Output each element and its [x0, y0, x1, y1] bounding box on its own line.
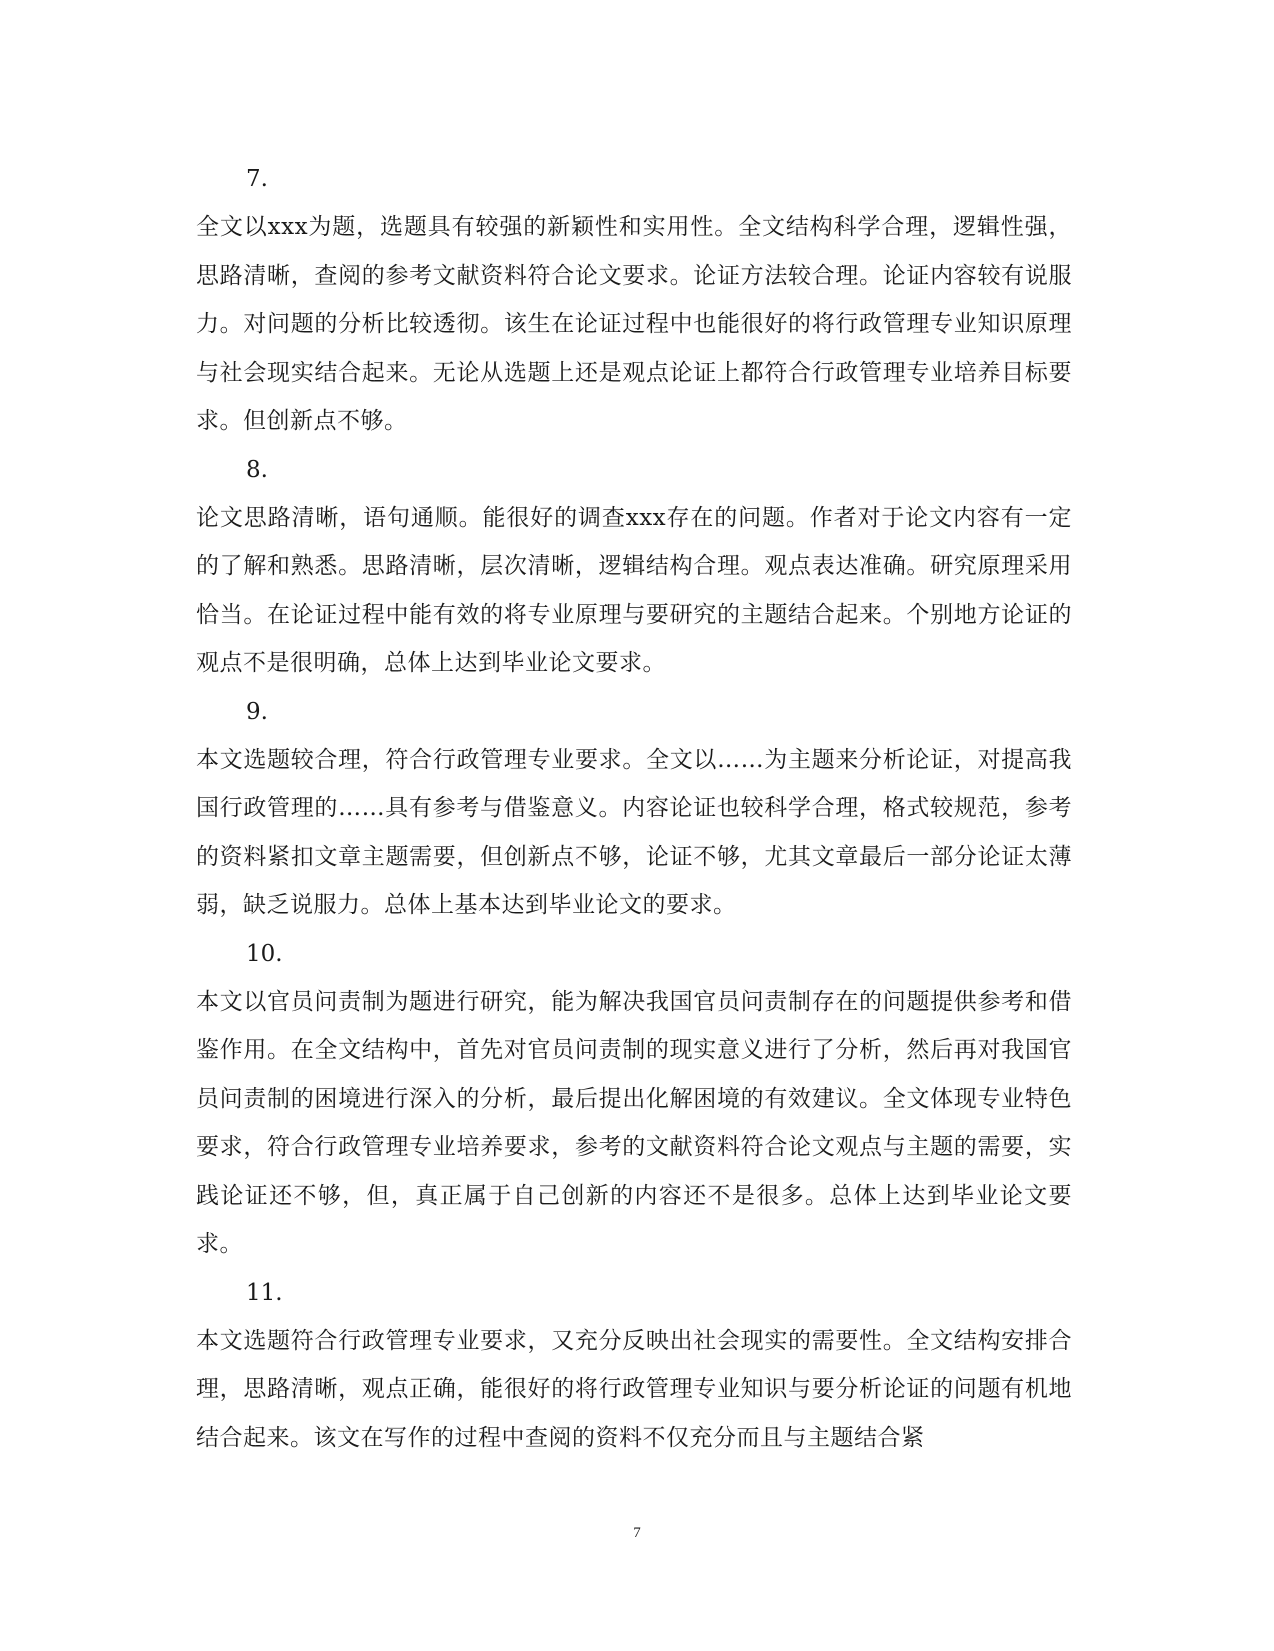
item-number-8: 8. — [246, 456, 268, 483]
item-number-9: 9. — [246, 698, 268, 725]
item-text-9: 本文选题较合理，符合行政管理专业要求。全文以……为主题来分析论证，对提高我国行政管理的……具有参考与借鉴意义。内容论证也较科学合理，格式较规范，参考的资料紧扣文章主题需要，但创新点不够，论证不够，尤其文章最后一部分论证太薄弱，缺乏说服力。总体上基本达到毕业论文的要求。 — [196, 746, 1072, 918]
item-text-10: 本文以官员问责制为题进行研究，能为解决我国官员问责制存在的问题提供参考和借鉴作用。在全文结构中，首先对官员问责制的现实意义进行了分析，然后再对我国官员问责制的困境进行深入的分析，最后提出化解困境的有效建议。全文体现专业特色要求，符合行政管理专业培养要求，参考的文献资料符合论文观点与主题的需要，实践论证还不够，但，真正属于自己创新的内容还不是很多。总体上达到毕业论文要求。 — [196, 988, 1072, 1257]
item-number-10: 10. — [246, 940, 283, 967]
item-number-11: 11. — [246, 1279, 283, 1306]
item-text-11: 本文选题符合行政管理专业要求，又充分反映出社会现实的需要性。全文结构安排合理，思路清晰，观点正确，能很好的将行政管理专业知识与要分析论证的问题有机地结合起来。该文在写作的过程中查阅的资料不仅充分而且与主题结合紧 — [196, 1327, 1072, 1451]
item-text-7: 全文以xxx为题，选题具有较强的新颖性和实用性。全文结构科学合理，逻辑性强，思路清晰，查阅的参考文献资料符合论文要求。论证方法较合理。论证内容较有说服力。对问题的分析比较透彻。该生在论证过程中也能很好的将行政管理专业知识原理与社会现实结合起来。无论从选题上还是观点论证上都符合行政管理专业培养目标要求。但创新点不够。 — [196, 214, 1072, 434]
document-body — [196, 155, 1072, 1462]
item-number-7: 7. — [246, 166, 268, 192]
page-number: 7 — [633, 1525, 641, 1541]
item-text-8: 论文思路清晰，语句通顺。能很好的调查xxx存在的问题。作者对于论文内容有一定的了解和熟悉。思路清晰，层次清晰，逻辑结构合理。观点表达准确。研究原理采用恰当。在论证过程中能有效的将专业原理与要研究的主题结合起来。个别地方论证的观点不是很明确，总体上达到毕业论文要求。 — [196, 504, 1072, 676]
